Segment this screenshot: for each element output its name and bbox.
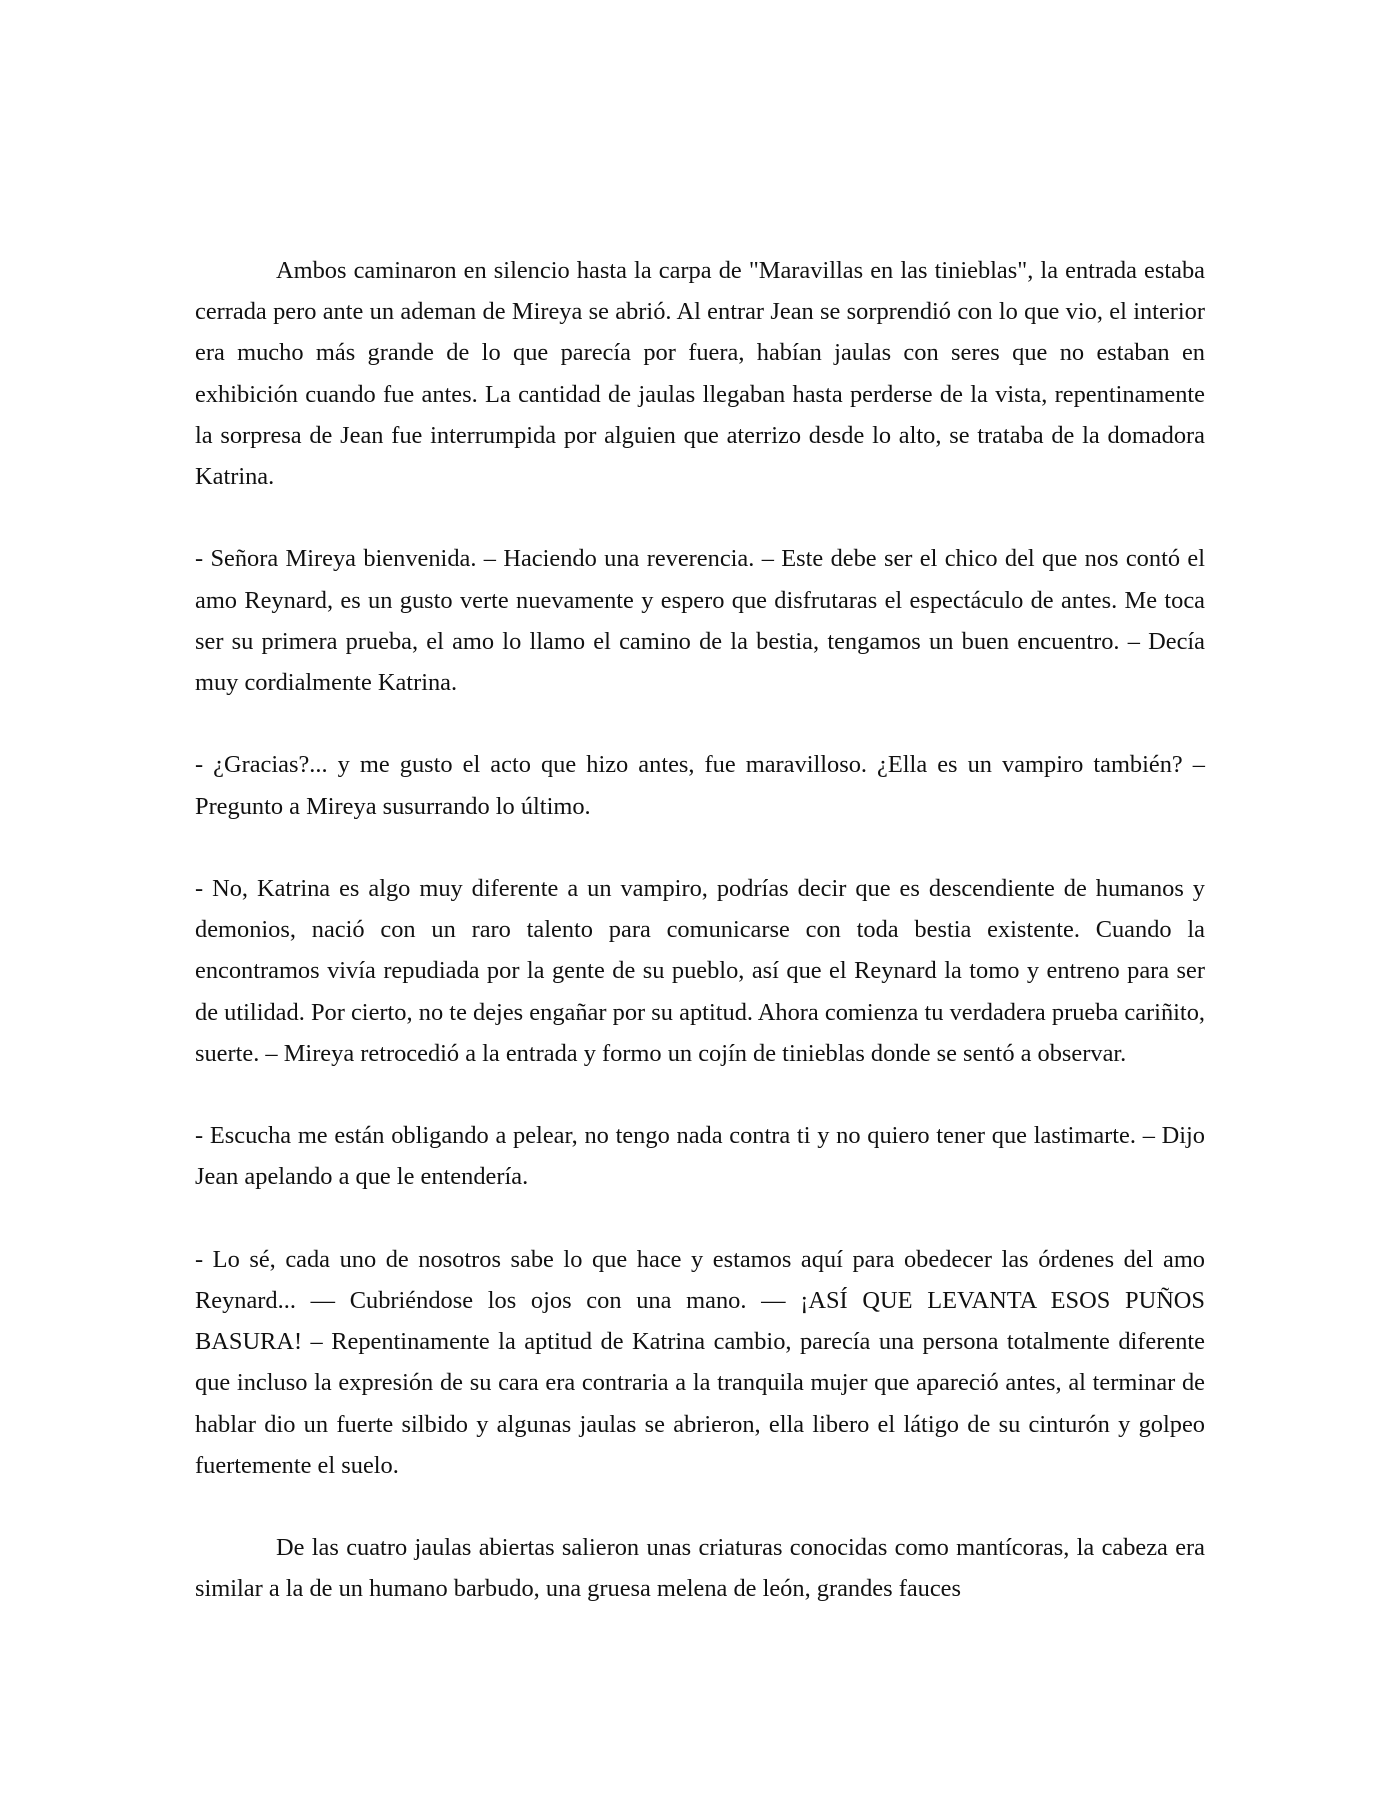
paragraph-dialogue-katrina-greeting: - Señora Mireya bienvenida. – Haciendo una reverencia. – Este debe ser el chico del que nos contó el amo Reynard, es un gusto verte nuevamente y espero que disfrutaras el espectáculo de antes. Me toca ser su primera prueba, el amo lo llamo el camino de la bestia, tengamos un buen encuentro. – Decía muy cordialmente Katrina. [195,545,1205,697]
paragraph-dialogue-katrina-challenge: - Lo sé, cada uno de nosotros sabe lo que hace y estamos aquí para obedecer las órdenes del amo Reynard... — Cubriéndose los ojos con una mano. — ¡ASÍ QUE LEVANTA ESOS PUÑOS BASURA! – Repentinamente la aptitud de Katrina cambio, parecía una persona totalmente diferente que incluso la expresión de su cara era contraria a la tranquila mujer que apareció antes, al terminar de hablar dio un fuerte silbido y algunas jaulas se abrieron, ella libero el látigo de su cinturón y golpeo fuertemente el suelo. [195,1245,1205,1479]
document-body [195,250,1205,1610]
paragraph-narration-manticores: De las cuatro jaulas abiertas salieron unas criaturas conocidas como mantícoras, la cabeza era similar a la de un humano barbudo, una gruesa melena de león, grandes fauces [195,1534,1205,1603]
paragraph-dialogue-mireya-explanation: - No, Katrina es algo muy diferente a un vampiro, podrías decir que es descendiente de humanos y demonios, nació con un raro talento para comunicarse con toda bestia existente. Cuando la encontramos vivía repudiada por la gente de su pueblo, así que el Reynard la tomo y entreno para ser de utilidad. Por cierto, no te dejes engañar por su aptitud. Ahora comienza tu verdadera prueba cariñito, suerte. – Mireya retrocedió a la entrada y formo un cojín de tinieblas donde se sentó a observar. [195,875,1205,1067]
paragraph-narration-tent-entrance: Ambos caminaron en silencio hasta la carpa de "Maravillas en las tinieblas", la entrada estaba cerrada pero ante un ademan de Mireya se abrió. Al entrar Jean se sorprendió con lo que vio, el interior era mucho más grande de lo que parecía por fuera, habían jaulas con seres que no estaban en exhibición cuando fue antes. La cantidad de jaulas llegaban hasta perderse de la vista, repentinamente la sorpresa de Jean fue interrumpida por alguien que aterrizo desde lo alto, se trataba de la domadora Katrina. [195,257,1205,491]
paragraph-dialogue-jean-plea: - Escucha me están obligando a pelear, no tengo nada contra ti y no quiero tener que lastimarte. – Dijo Jean apelando a que le entendería. [195,1122,1205,1191]
paragraph-dialogue-jean-question: - ¿Gracias?... y me gusto el acto que hizo antes, fue maravilloso. ¿Ella es un vampiro también? – Pregunto a Mireya susurrando lo último. [195,751,1205,820]
